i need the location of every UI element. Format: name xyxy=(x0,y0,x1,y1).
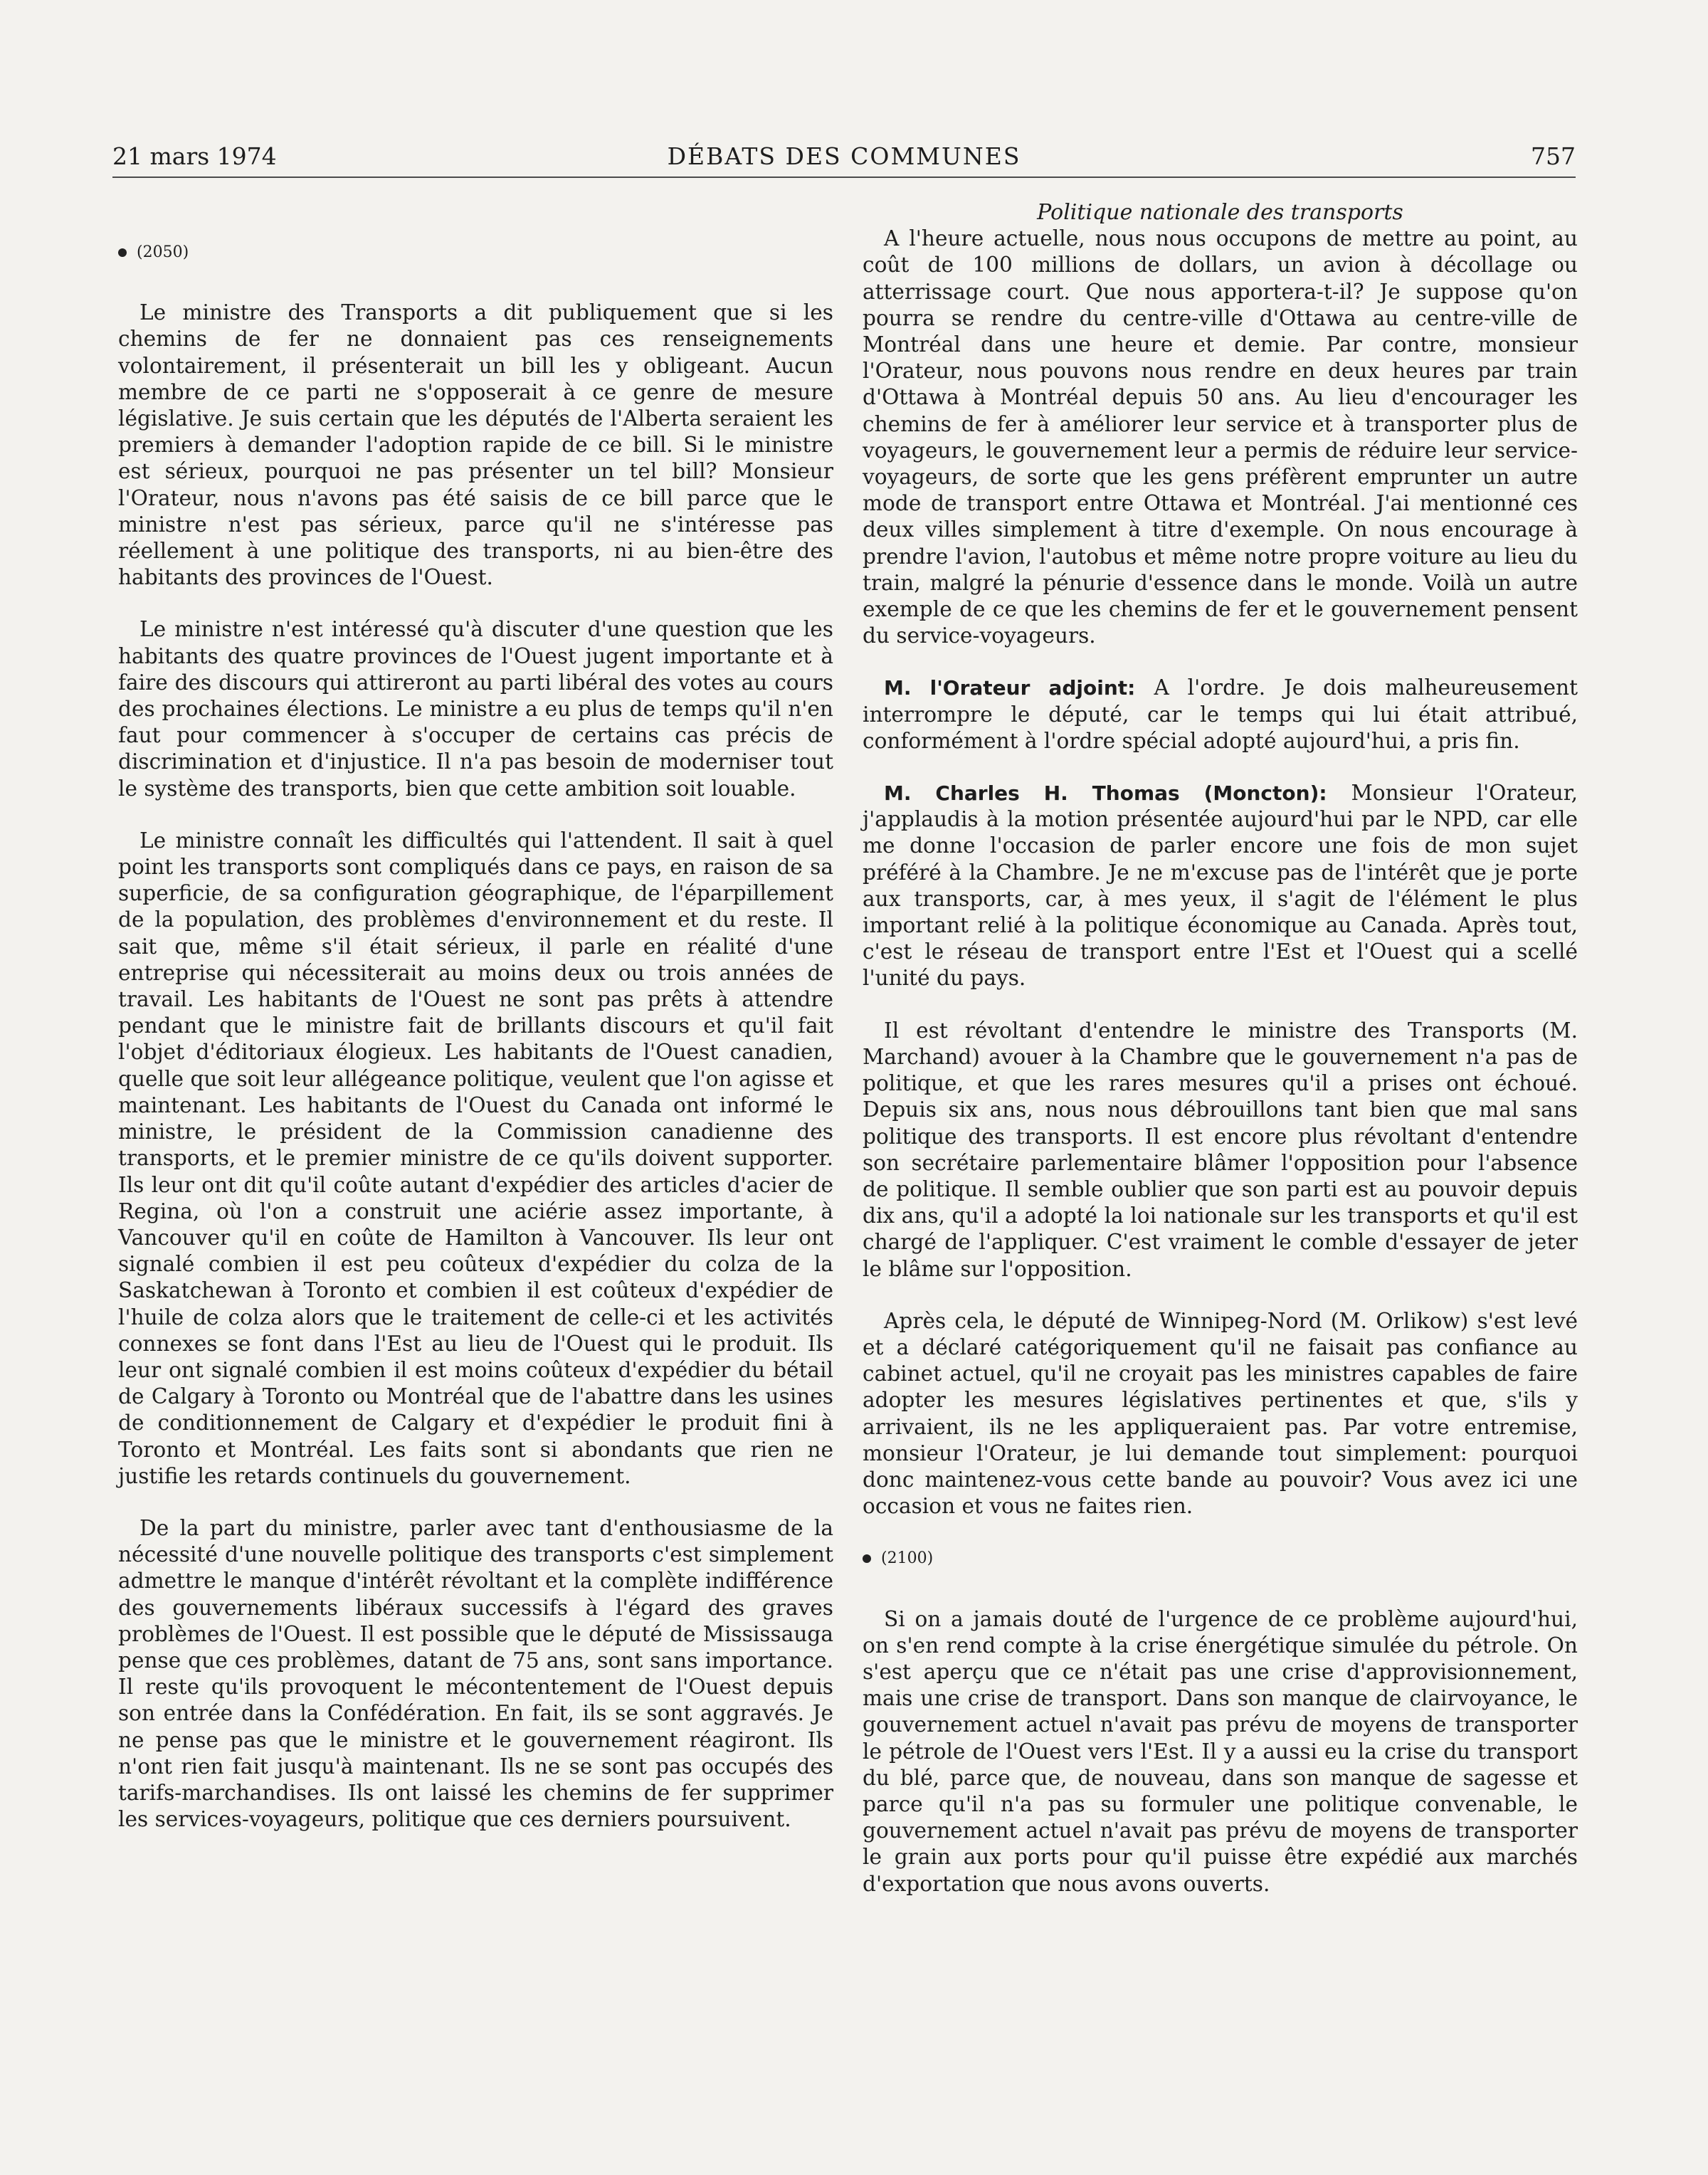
bullet-icon xyxy=(863,1554,871,1563)
paragraph: Le ministre connaît les difficultés qui l'attendent. Il sait à quel point les transports sont compliqués dans ce pays, en raison de sa superficie, de sa configuration géographique, de l'éparpillement de la population, des problèmes d'environnement et du reste. Il sait que, même s'il était sérieux, il parle en réalité d'une entreprise qui nécessiterait au moins deux ou trois années de travail. Les habitants de l'Ouest ne sont pas prêts à attendre pendant que le ministre fait de brillants discours et qu'il fait l'objet d'éditoriaux élogieux. Les habitants de l'Ouest canadien, quelle que soit leur allégeance politique, veulent que l'on agisse et maintenant. Les habitants de l'Ouest du Canada ont informé le ministre, le président de la Commission canadienne des transports, et le premier ministre de ce qu'ils doivent supporter. Ils leur ont dit qu'il coûte autant d'expédier des articles d'acier de Regina, où l'on a construit une aciérie assez importante, à Vancouver qu'il en coûte de Hamilton à Vancouver. Ils leur ont signalé combien il est peu coûteux d'expédier du colza de la Saskatchewan à Toronto et combien il est coûteux d'expédier de l'huile de colza alors que le traitement de celle-ci et les activités connexes se font dans l'Est au lieu de l'Ouest qui le produit. Ils leur ont signalé combien il est moins coûteux d'expédier du bétail de Calgary à Toronto ou Montréal que de l'abattre dans les usines de conditionnement de Calgary et d'expédier le produit fini à Toronto et Montréal. Les faits sont si abondants que rien ne justifie les retards continuels du gouvernement. xyxy=(118,828,833,1488)
speech-text: A l'ordre. Je dois malheureusement interrompre le député, car le temps qui lui était attribué, conformément à l'ordre spécial adopté aujourd'hui, a pris fin. xyxy=(863,675,1578,753)
section-heading: Politique nationale des transports xyxy=(1037,200,1403,225)
paragraph: Le ministre n'est intéressé qu'à discuter d'une question que les habitants des quatre provinces de l'Ouest jugent importante et à faire des discours qui attireront au parti libéral des votes au cours des prochaines élections. Le ministre a eu plus de temps qu'il n'en faut pour commencer à s'occuper de certains cas précis de discrimination et d'injustice. Il n'a pas besoin de moderniser tout le système des transports, bien que cette ambition soit louable. xyxy=(118,617,833,801)
time-marker xyxy=(863,1545,1578,1571)
time-marker xyxy=(118,239,833,265)
header-title: DÉBATS DES COMMUNES xyxy=(667,142,1021,170)
speech-paragraph xyxy=(863,780,1578,992)
speaker-name: M. Charles H. Thomas (Moncton): xyxy=(884,781,1351,806)
speech-text: Monsieur l'Orateur, j'applaudis à la motion présentée aujourd'hui par le NPD, car elle me donne l'occasion de parler encore une fois de mon sujet préféré à la Chambre. Je ne m'excuse pas de l'intérêt que je porte aux transports, car, à mes yeux, il s'agit de l'élément le plus important relié à la politique économique au Canada. Après tout, c'est le réseau de transport entre l'Est et l'Ouest qui a scellé l'unité du pays. xyxy=(863,781,1578,991)
left-column xyxy=(118,239,833,1858)
right-column xyxy=(863,199,1578,1923)
paragraph: De la part du ministre, parler avec tant d'enthousiasme de la nécessité d'une nouvelle politique des transports c'est simplement admettre le manque d'intérêt révoltant et la complète indifférence des gouvernements libéraux successifs à l'égard des graves problèmes de l'Ouest. Il est possible que le député de Mississauga pense que ces problèmes, datant de 75 ans, sont sans importance. Il reste qu'ils provoquent le mécontentement de l'Ouest depuis son entrée dans la Confédération. En fait, ils se sont aggravés. Je ne pense pas que le ministre et le gouvernement réagiront. Ils n'ont rien fait jusqu'à maintenant. Ils ne se sont pas occupés des tarifs-marchandises. Ils ont laissé les chemins de fer supprimer les services-voyageurs, politique que ces derniers poursuivent. xyxy=(118,1515,833,1832)
paragraph: A l'heure actuelle, nous nous occupons de mettre au point, au coût de 100 millions de dollars, un avion à décollage ou atterrissage court. Que nous apportera-t-il? Je suppose qu'on pourra se rendre du centre-ville d'Ottawa au centre-ville de Montréal dans une heure et demie. Par contre, monsieur l'Orateur, nous pouvons nous rendre en deux heures par train d'Ottawa à Montréal depuis 50 ans. Au lieu d'encourager les chemins de fer à améliorer leur service et à transporter plus de voyageurs, le gouvernement leur a permis de réduire leur service-voyageurs, de sorte que les gens préfèrent emprunter un autre mode de transport entre Ottawa et Montréal. J'ai mentionné ces deux villes simplement à titre d'exemple. On nous encourage à prendre l'avion, l'autobus et même notre propre voiture au lieu du train, malgré la pénurie d'essence dans le monde. Voilà un autre exemple de ce que les chemins de fer et le gouvernement pensent du service-voyageurs. xyxy=(863,226,1578,648)
header-date: 21 mars 1974 xyxy=(112,142,277,170)
page-number: 757 xyxy=(1531,142,1576,170)
speaker-name: M. l'Orateur adjoint: xyxy=(884,676,1154,700)
bullet-icon xyxy=(118,248,127,257)
speech-paragraph xyxy=(863,675,1578,754)
paragraph: Il est révoltant d'entendre le ministre des Transports (M. Marchand) avouer à la Chambre que le gouvernement n'a pas de politique, et que les rares mesures qu'il a prises ont échoué. Depuis six ans, nous nous débrouillons tant bien que mal sans politique des transports. Il est encore plus révoltant d'entendre son secrétaire parlementaire blâmer l'opposition pour l'absence de politique. Il semble oublier que son parti est au pouvoir depuis dix ans, qu'il a adopté la loi nationale sur les transports et qu'il est chargé de l'appliquer. C'est vraiment le comble d'essayer de jeter le blâme sur l'opposition. xyxy=(863,1018,1578,1281)
paragraph: Après cela, le député de Winnipeg-Nord (M. Orlikow) s'est levé et a déclaré catégoriquement qu'il ne faisait pas confiance au cabinet actuel, qu'il ne croyait pas les ministres capables de faire adopter les mesures législatives pertinentes et que, s'ils y arrivaient, ils ne les appliqueraient pas. Par votre entremise, monsieur l'Orateur, je lui demande tout simplement: pourquoi donc maintenez-vous cette bande au pouvoir? Vous avez ici une occasion et vous ne faites rien. xyxy=(863,1308,1578,1519)
time-marker-label: (2100) xyxy=(881,1549,934,1568)
paragraph: Le ministre des Transports a dit publiquement que si les chemins de fer ne donnaient pas ces renseignements volontairement, il présenterait un bill les y obligeant. Aucun membre de ce parti ne s'opposerait à ce genre de mesure législative. Je suis certain que les députés de l'Alberta seraient les premiers à demander l'adoption rapide de ce bill. Si le ministre est sérieux, pourquoi ne pas présenter un tel bill? Monsieur l'Orateur, nous n'avons pas été saisis de ce bill parce que le ministre n'est pas sérieux, parce qu'il ne s'intéresse pas réellement à une politique des transports, ni au bien-être des habitants des provinces de l'Ouest. xyxy=(118,300,833,590)
paragraph: Si on a jamais douté de l'urgence de ce problème aujourd'hui, on s'en rend compte à la crise énergétique simulée du pétrole. On s'est aperçu que ce n'était pas une crise d'approvisionnement, mais une crise de transport. Dans son manque de clairvoyance, le gouvernement actuel n'avait pas prévu de moyens de transporter le pétrole de l'Ouest vers l'Est. Il y a aussi eu la crise du transport du blé, parce que, de nouveau, dans son manque de sagesse et parce qu'il n'a pas su formuler une politique convenable, le gouvernement actuel n'avait pas prévu de moyens de transporter le grain aux ports pour qu'il puisse être expédié aux marchés d'exportation que nous avons ouverts. xyxy=(863,1606,1578,1896)
time-marker-label: (2050) xyxy=(137,243,189,261)
page-header xyxy=(112,142,1576,178)
